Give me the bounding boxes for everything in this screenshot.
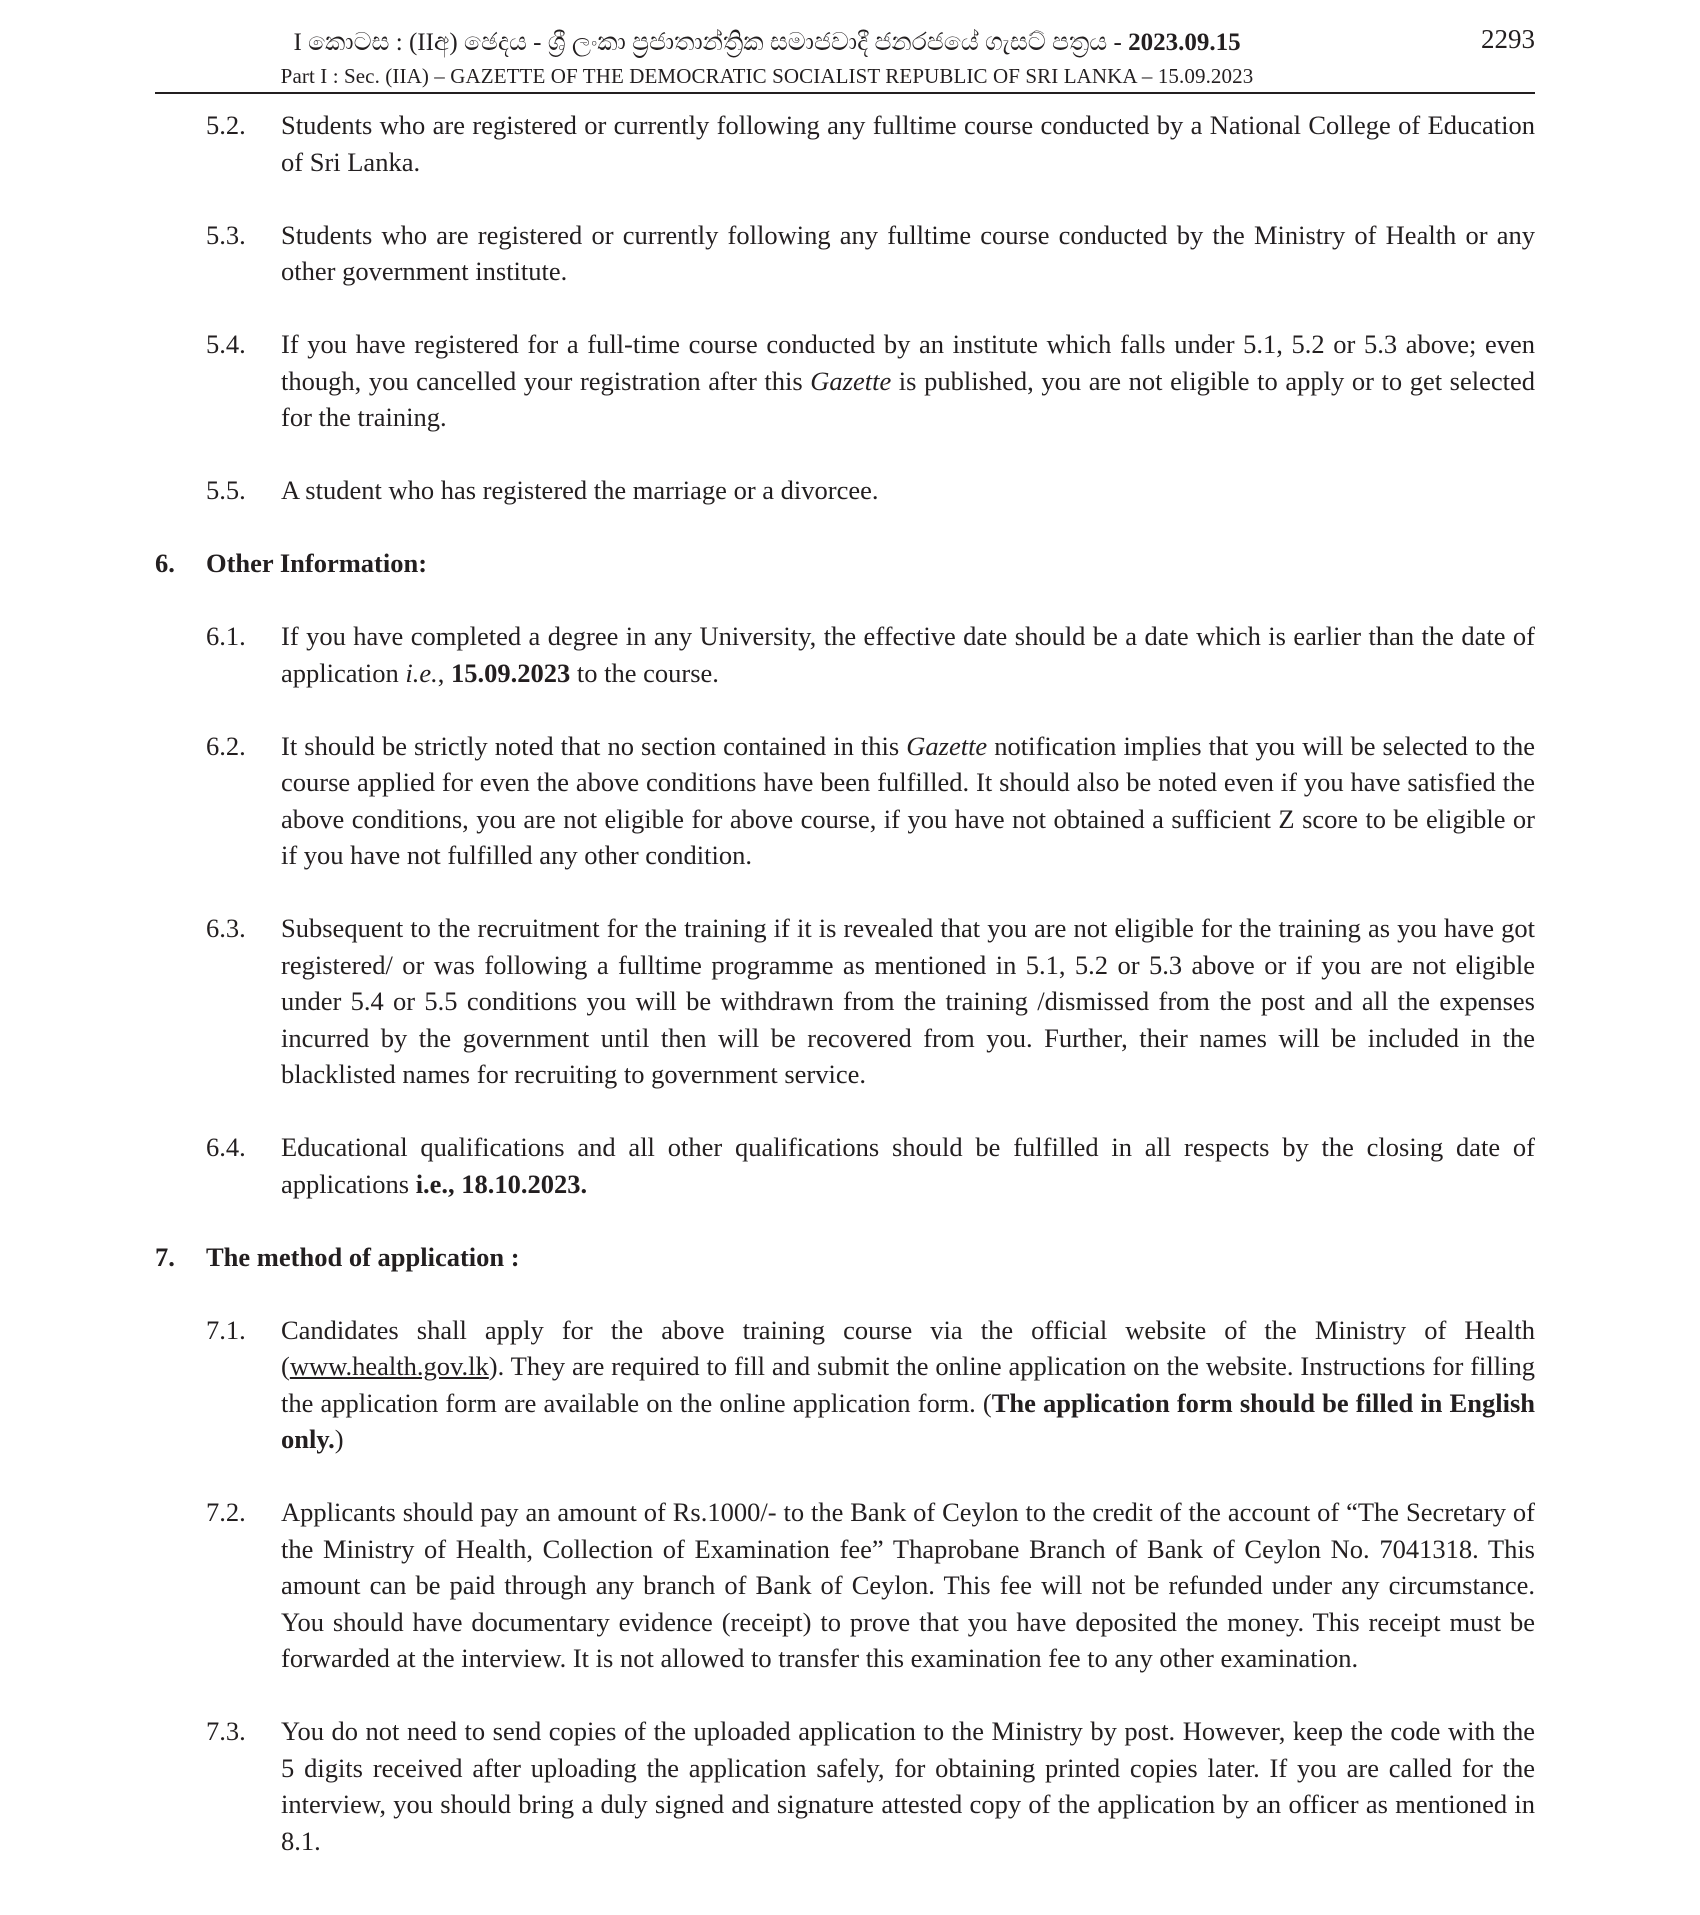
clause-text-italic: Gazette [810, 365, 892, 396]
clause-number: 6.4. [206, 1132, 246, 1162]
clause-text: Students who are registered or currently following any fulltime course conducted by the Ministry of Health or any other government institute. [281, 219, 1535, 286]
clause-text-part: to the course. [570, 657, 719, 688]
clause-text-part: notification implies that you will be selected to the course applied for even the above conditions have been fulfilled. It should also be noted even if you have satisfied the above conditions, you are not eligible for above course, if you have not obtained a sufficient Z score to be eligible or if you have not fulfilled any other condition. [281, 730, 1535, 870]
clause-5-4 [206, 326, 1536, 436]
clause-number: 5.5. [206, 475, 246, 505]
clause-number: 5.3. [206, 219, 246, 250]
clause-text-part: If you have registered for a full-time course conducted by an institute which falls under 5.1, 5.2 or 5.3 above; even though, you cancelled your registration after this [281, 329, 1535, 396]
clause-text-part: ) [334, 1424, 344, 1454]
clause-number: 7.2. [206, 1497, 246, 1527]
clause-text-part: If you have completed a degree in any University, the effective date should be a date which is earlier than the date of application [281, 621, 1535, 688]
clause-text-bold: i.e., 18.10.2023. [415, 1168, 588, 1199]
clause-6-2 [206, 728, 1535, 874]
clause-text: Subsequent to the recruitment for the training if it is revealed that you are not eligible for the training as you have got registered/ or was following a fulltime programme as mentioned in 5.1, 5.2 or 5.3 above or if you are not eligible under 5.4 or 5.5 conditions you will be withdrawn from the training /dismissed from the post and all the expenses incurred by the government until then will be recovered from you. Further, their names will be included in the blacklisted names for recruiting to government service. [281, 913, 1535, 1089]
clause-number: 5.4. [206, 329, 246, 359]
clause-text-italic: Gazette [906, 730, 988, 761]
clause-text-part: is published, you are not eligible to apply or to get selected for the training. [281, 365, 1536, 432]
clause-5-3 [206, 217, 1535, 290]
clause-5-5 [206, 472, 1535, 509]
section-6-heading [155, 545, 1700, 582]
clause-text-part: Candidates shall apply for the above training course via the official website of the Ministry of Health ( [281, 1314, 1535, 1381]
clause-number: 5.2. [206, 110, 246, 140]
clause-text-bold: 15.09.2023 [451, 657, 571, 688]
clause-text: A student who has registered the marriage or a divorcee. [281, 475, 879, 505]
section-title: The method of application : [206, 1241, 520, 1272]
clause-6-1 [206, 618, 1535, 691]
header-english: Part I : Sec. (IIA) – GAZETTE OF THE DEMOCRATIC SOCIALIST REPUBLIC OF SRI LANKA – 15.09.2023 [280, 64, 1254, 88]
clause-7-3 [206, 1713, 1535, 1859]
section-number: 7. [155, 1241, 175, 1272]
section-number: 6. [155, 548, 175, 578]
clause-5-2 [206, 107, 1535, 180]
clause-text-bold: The application form should be filled in English only. [281, 1387, 1535, 1454]
clause-6-3 [206, 910, 1535, 1093]
clause-6-4 [206, 1129, 1535, 1202]
header-sinhala-date: 2023.09.15 [1128, 29, 1241, 56]
section-7-heading [155, 1239, 1700, 1276]
clause-7-1 [206, 1312, 1535, 1458]
page-number: 2293 [1481, 24, 1535, 54]
clause-text: Students who are registered or currently following any fulltime course conducted by a National College of Education of Sri Lanka. [281, 110, 1535, 177]
clause-text: You do not need to send copies of the uploaded application to the Ministry by post. However, keep the code with the 5 digits received after uploading the application safely, for obtaining printed copies later. If you are called for the interview, you should bring a duly signed and signature attested copy of the application by an officer as mentioned in 8.1. [281, 1716, 1535, 1856]
clause-number: 7.3. [206, 1716, 246, 1746]
header-rule [155, 92, 1535, 94]
clause-7-2 [206, 1494, 1535, 1677]
clause-text-part: It should be strictly noted that no section contained in this [281, 730, 907, 761]
page-content [0, 107, 1700, 1859]
health-website-link[interactable]: www.health.gov.lk [289, 1351, 489, 1381]
clause-text-part: ). They are required to fill and submit the online application on the website. Instructions for filling the application form are available on the online application form. ( [281, 1351, 1535, 1418]
section-title: Other Information: [206, 548, 428, 578]
clause-number: 7.1. [206, 1314, 246, 1345]
clause-text-part: Educational qualifications and all other qualifications should be fulfilled in all respects by the closing date of applications [281, 1132, 1535, 1199]
clause-number: 6.3. [206, 913, 246, 943]
header-sinhala [155, 26, 1379, 60]
clause-text: Applicants should pay an amount of Rs.1000/- to the Bank of Ceylon to the credit of the account of “The Secretary of the Ministry of Health, Collection of Examination fee” Thaprobane Branch of Bank of Ceylon No. 7041318. This amount can be paid through any branch of Bank of Ceylon. This fee will not be refunded under any circumstance. You should have documentary evidence (receipt) to prove that you have deposited the money. This receipt must be forwarded at the interview. It is not allowed to transfer this examination fee to any other examination. [281, 1497, 1535, 1673]
clause-number: 6.1. [206, 621, 246, 651]
header-sinhala-text: I කොටස : (IIඅ) ඡෙදය - ශ්‍රී ලංකා ප්‍රජාතාන්ත්‍රික සමාජවාදී ජනරජයේ ගැසට් පත්‍රය - [293, 29, 1129, 56]
clause-text-part: , [437, 657, 451, 688]
clause-text-italic: i.e. [405, 657, 438, 688]
clause-number: 6.2. [206, 730, 246, 761]
